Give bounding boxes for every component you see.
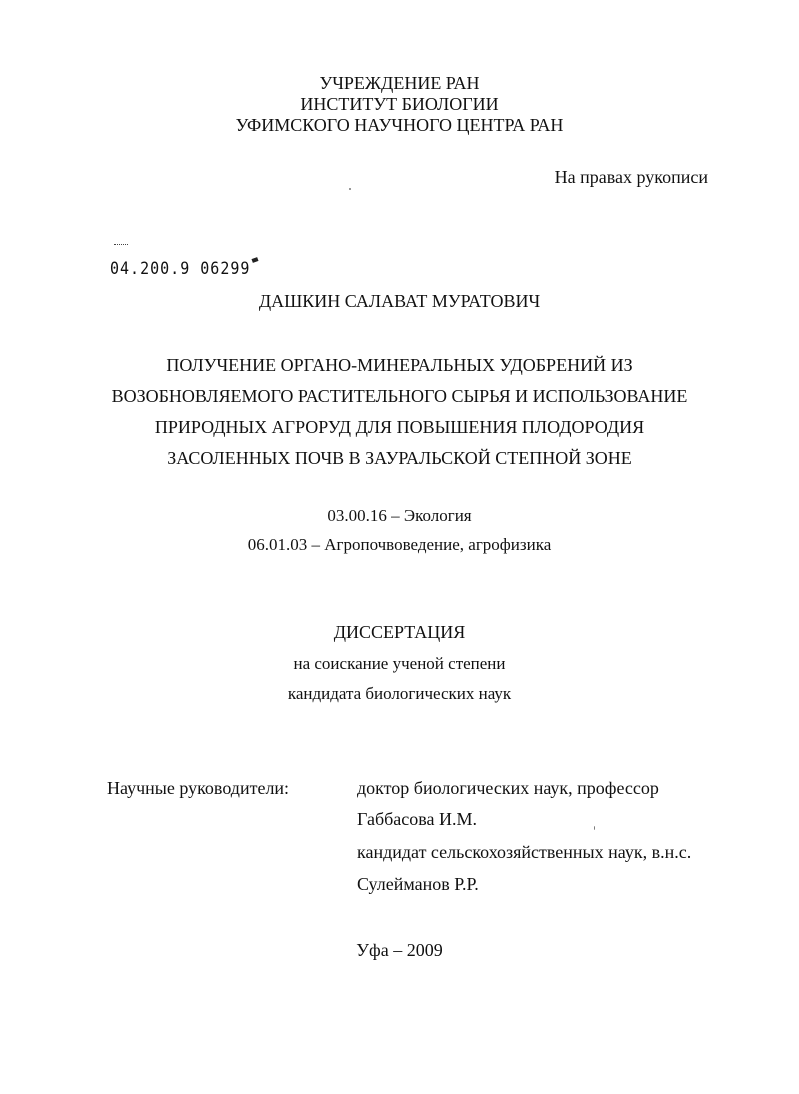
scan-speck xyxy=(594,826,595,830)
institution-line: ИНСТИТУТ БИОЛОГИИ xyxy=(300,94,499,114)
manuscript-note: На правах рукописи xyxy=(554,167,708,187)
specialty-code: 03.00.16 – Экология xyxy=(327,506,472,525)
supervisor-line: кандидат сельскохозяйственных наук, в.н.с. xyxy=(357,842,692,862)
place-year: Уфа – 2009 xyxy=(356,940,443,960)
dissertation-title: ДИССЕРТАЦИЯ xyxy=(333,622,466,642)
stamp-dashes xyxy=(114,244,128,245)
registration-stamp xyxy=(110,248,251,279)
supervisor-line: Сулейманов Р.Р. xyxy=(357,874,479,894)
specialty-code: 06.01.03 – Агропочвоведение, агрофизика xyxy=(247,535,552,554)
degree-line: кандидата биологических наук xyxy=(287,684,512,703)
topic-line: ЗАСОЛЕННЫХ ПОЧВ В ЗАУРАЛЬСКОЙ СТЕПНОЙ ЗОНЕ xyxy=(167,448,632,468)
degree-line: на соискание ученой степени xyxy=(293,654,506,673)
topic-line: ВОЗОБНОВЛЯЕМОГО РАСТИТЕЛЬНОГО СЫРЬЯ И ИСПОЛЬЗОВАНИЕ xyxy=(111,386,688,406)
supervisors-label: Научные руководители: xyxy=(107,778,290,798)
supervisor-line: доктор биологических наук, профессор xyxy=(357,778,659,798)
stamp-mark xyxy=(251,257,258,263)
institution-header xyxy=(0,73,799,136)
institution-line: УЧРЕЖДЕНИЕ РАН xyxy=(319,73,480,93)
scan-speck xyxy=(349,188,351,190)
author-name: ДАШКИН САЛАВАТ МУРАТОВИЧ xyxy=(258,291,541,311)
topic-line: ПОЛУЧЕНИЕ ОРГАНО-МИНЕРАЛЬНЫХ УДОБРЕНИЙ ИЗ xyxy=(166,355,633,375)
topic-line: ПРИРОДНЫХ АГРОРУД ДЛЯ ПОВЫШЕНИЯ ПЛОДОРОДИЯ xyxy=(154,417,645,437)
dissertation-topic xyxy=(0,350,799,474)
registration-number: 04.200.9 06299 xyxy=(110,258,251,279)
supervisor-line: Габбасова И.М. xyxy=(357,809,477,829)
institution-line: УФИМСКОГО НАУЧНОГО ЦЕНТРА РАН xyxy=(235,115,564,135)
